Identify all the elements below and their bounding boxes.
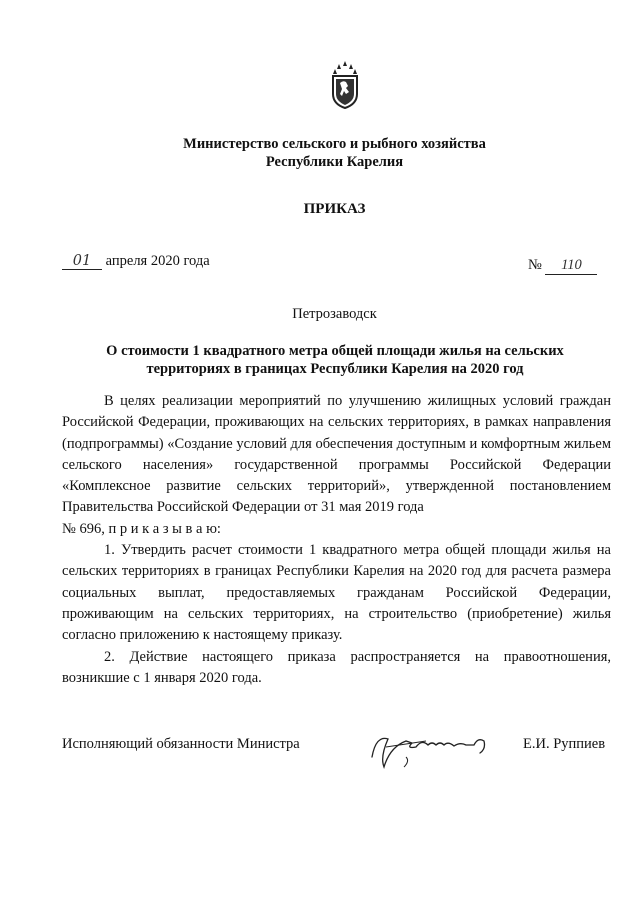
- document-type: ПРИКАЗ: [303, 201, 366, 217]
- item-2-paragraph: 2. Действие настоящего приказа распространяется на правоотношения, возникшие с 1 января 2020 года.: [62, 648, 611, 686]
- ministry-name: [0, 135, 639, 171]
- signee-name: Е.И. Руппиев: [523, 736, 606, 752]
- date-rest: апреля 2020 года: [105, 253, 210, 269]
- number-value: 110: [545, 257, 597, 275]
- date-day: 01: [62, 253, 102, 270]
- signer-title: Исполняющий обязанности Министра: [62, 736, 300, 752]
- item-1-paragraph: 1. Утвердить расчет стоимости 1 квадратного метра общей площади жилья на сельских территориях в границах Республики Карелия на 2020 год для расчета размера социальных выплат, предоставляемых гражданам Российской Федерации, проживающим на сельских территориях, на строительство (приобретение) жилья согласно приложению к настоящему приказу.: [62, 542, 611, 644]
- karelia-coat-of-arms-icon: [330, 58, 360, 110]
- document-number: [528, 257, 597, 275]
- document-date: [62, 253, 210, 270]
- subject-line-2: территориях в границах Республики Карелия на 2020 год: [146, 361, 524, 377]
- handwritten-signature-icon: [366, 727, 506, 771]
- document-subject: [60, 342, 610, 378]
- document-body: [62, 391, 611, 689]
- number-label: №: [528, 257, 542, 273]
- document-city: Петрозаводск: [292, 306, 377, 322]
- ministry-line-1: Министерство сельского и рыбного хозяйства: [183, 136, 486, 152]
- ministry-line-2: Республики Карелия: [265, 154, 404, 170]
- preamble-end: № 696, п р и к а з ы в а ю:: [62, 520, 221, 537]
- preamble-paragraph: В целях реализации мероприятий по улучшению жилищных условий граждан Российской Федерации, проживающих на сельских территориях, в рамках направления (подпрограммы) «Создание условий для обеспечения доступным и комфортным жильем сельского населения» государственной программы Российской Федерации «Комплексное развитие сельских территорий», утвержденной постановлением Правительства Российской Федерации от 31 мая 2019 года: [62, 393, 611, 516]
- subject-line-1: О стоимости 1 квадратного метра общей площади жилья на сельских: [106, 343, 564, 359]
